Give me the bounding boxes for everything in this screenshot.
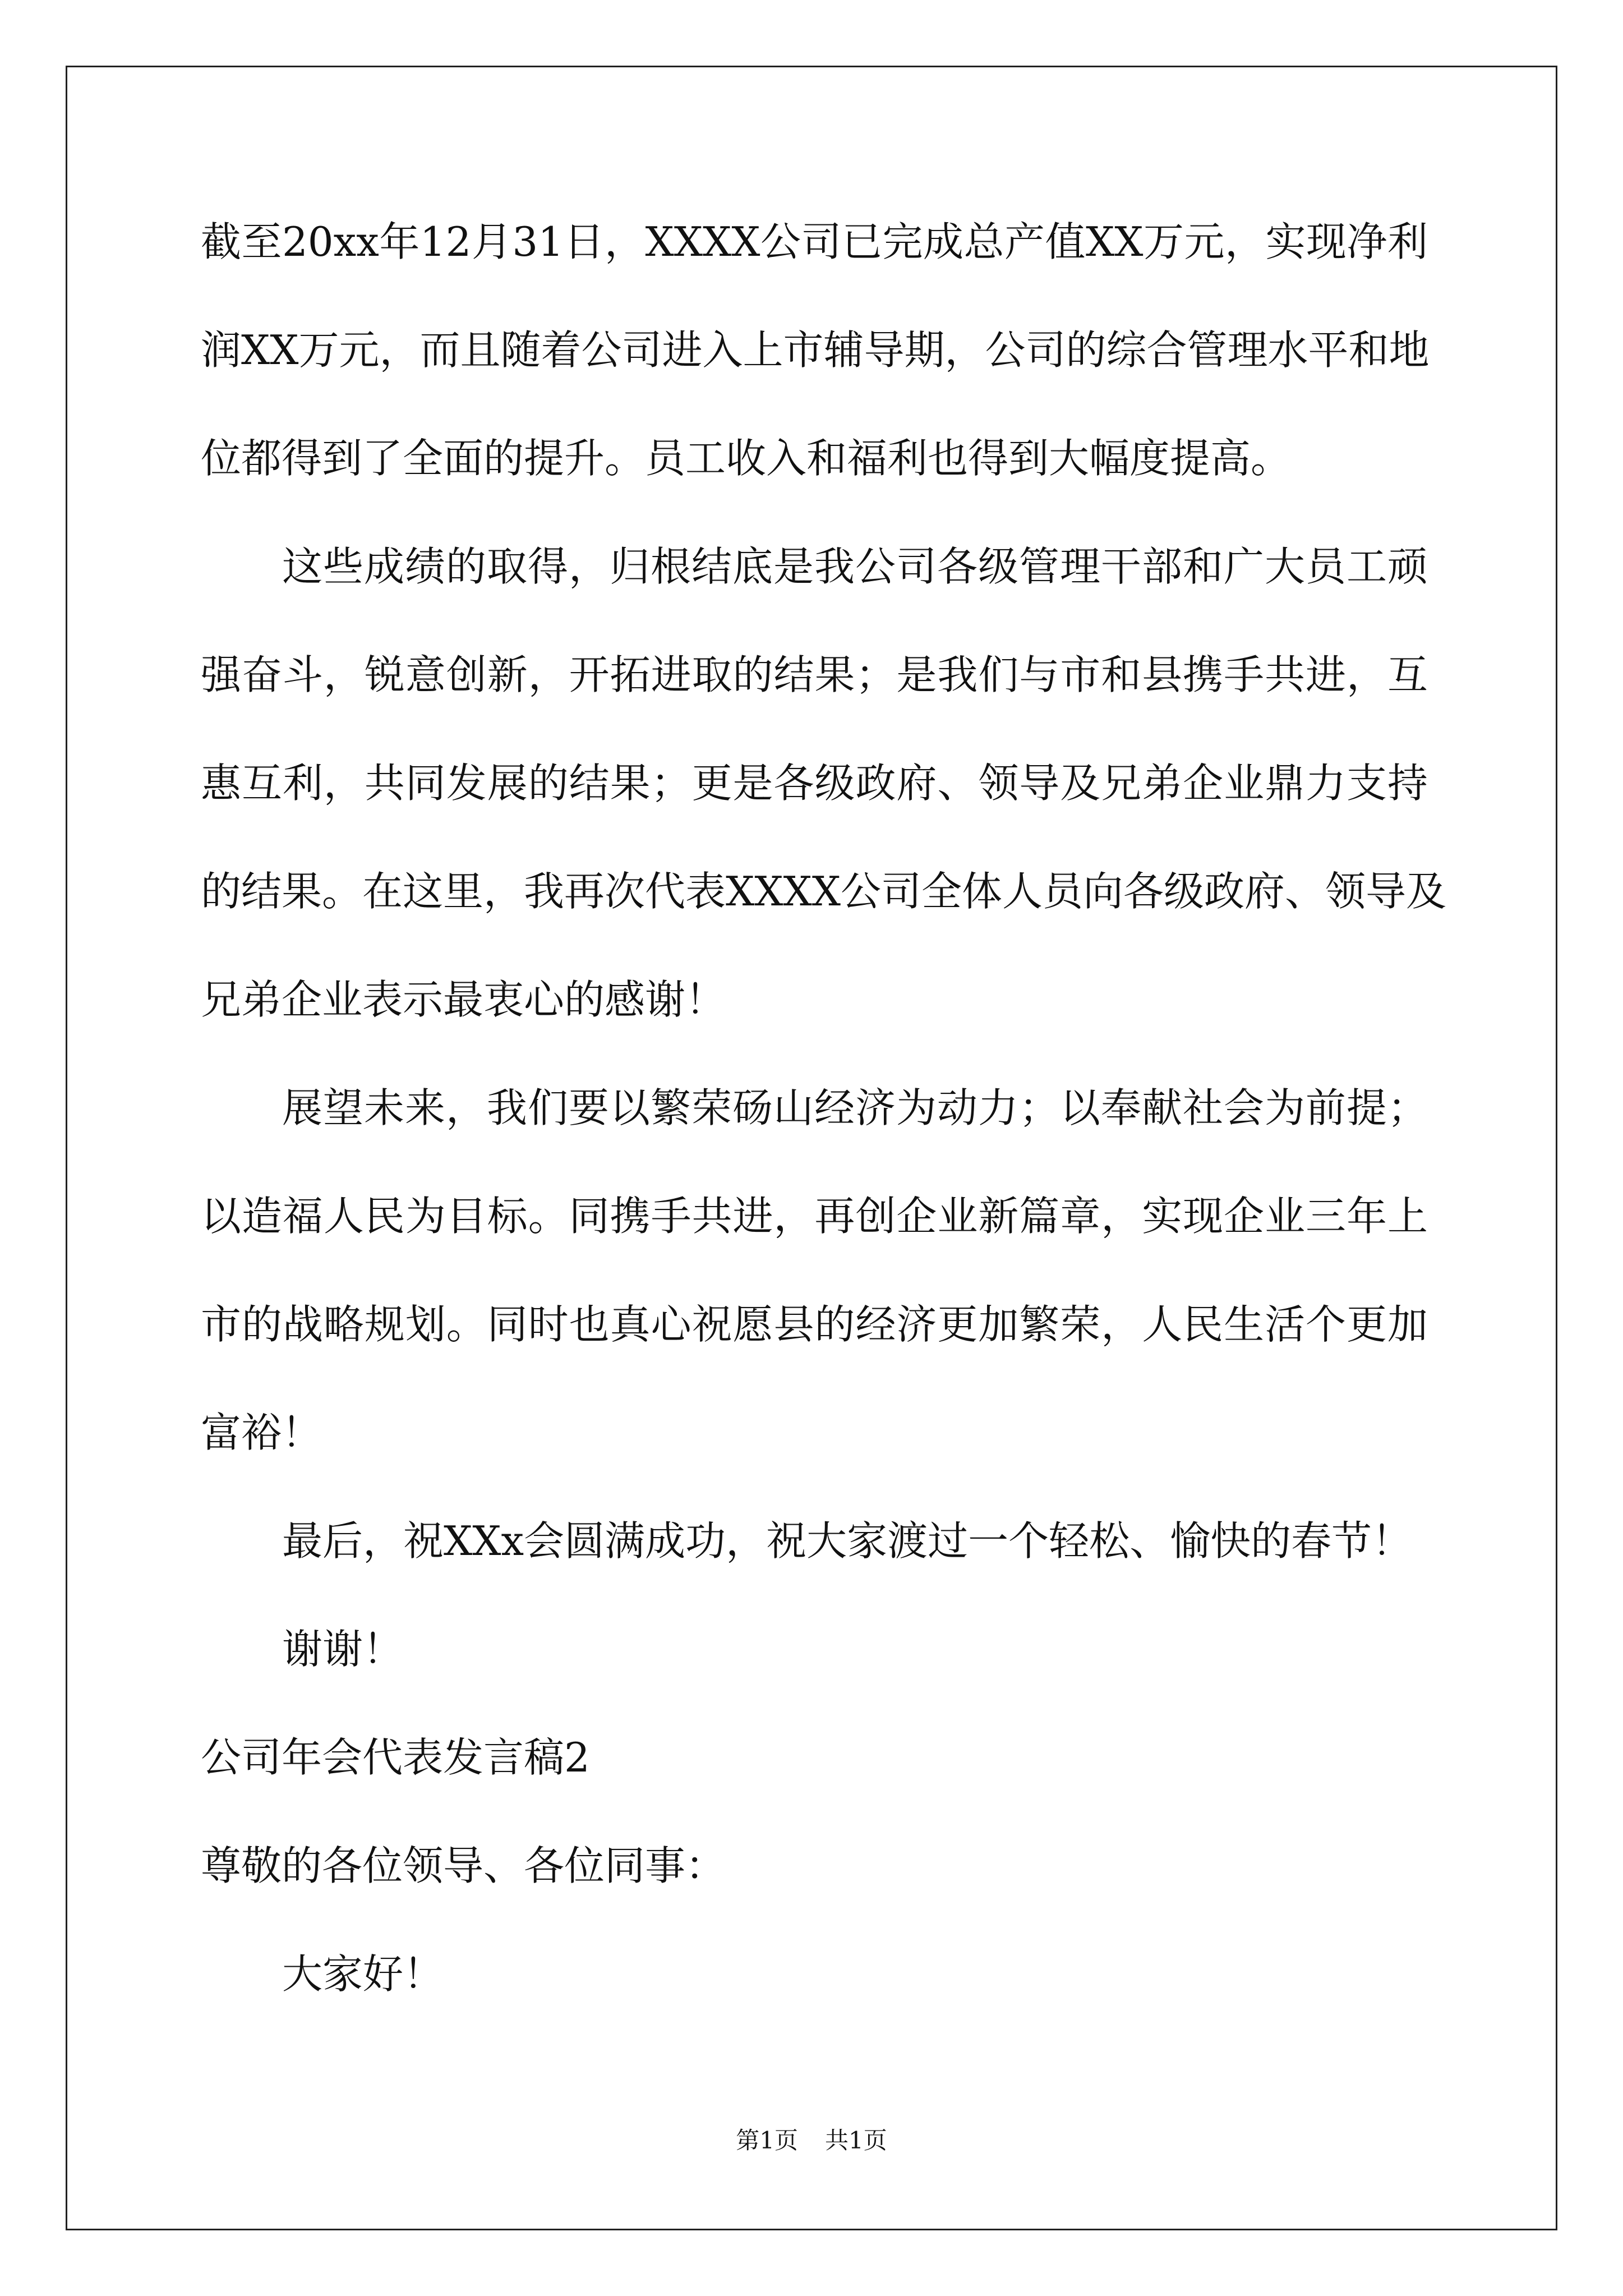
page-total: 共1页 <box>825 2127 887 2154</box>
body-line: 富裕！ <box>201 1409 322 1456</box>
page-border <box>66 66 1557 2230</box>
body-line: 最后，祝XXx会圆满成功，祝大家渡过一个轻松、愉快的春节！ <box>282 1517 1413 1565</box>
body-line: 谢谢！ <box>282 1626 404 1673</box>
body-line: 润XX万元，而且随着公司进入上市辅导期，公司的综合管理水平和地 <box>201 326 1430 374</box>
body-line: 截至20xx年12月31日，XXXX公司已完成总产值XX万元，实现净利 <box>201 218 1428 265</box>
body-line: 市的战略规划。同时也真心祝愿县的经济更加繁荣，人民生活个更加 <box>201 1301 1428 1348</box>
body-line: 位都得到了全面的提升。员工收入和福利也得到大幅度提高。 <box>201 435 1292 482</box>
salutation: 尊敬的各位领导、各位同事： <box>201 1842 726 1889</box>
body-line: 展望未来，我们要以繁荣砀山经济为动力；以奉献社会为前提； <box>282 1084 1428 1131</box>
body-line: 强奋斗，锐意创新，开拓进取的结果；是我们与市和县携手共进，互 <box>201 651 1428 698</box>
page-footer <box>0 2129 1623 2152</box>
body-line: 的结果。在这里，我再次代表XXXX公司全体人员向各级政府、领导及 <box>201 868 1447 915</box>
body-line: 惠互利，共同发展的结果；更是各级政府、领导及兄弟企业鼎力支持 <box>201 760 1428 807</box>
page-number: 第1页 <box>736 2127 798 2154</box>
body-line: 兄弟企业表示最衷心的感谢！ <box>201 976 726 1023</box>
body-line: 这些成绩的取得，归根结底是我公司各级管理干部和广大员工顽 <box>282 543 1428 590</box>
section-title: 公司年会代表发言稿2 <box>201 1734 590 1781</box>
greeting: 大家好！ <box>282 1950 444 1998</box>
body-line: 以造福人民为目标。同携手共进，再创企业新篇章，实现企业三年上 <box>201 1193 1428 1240</box>
